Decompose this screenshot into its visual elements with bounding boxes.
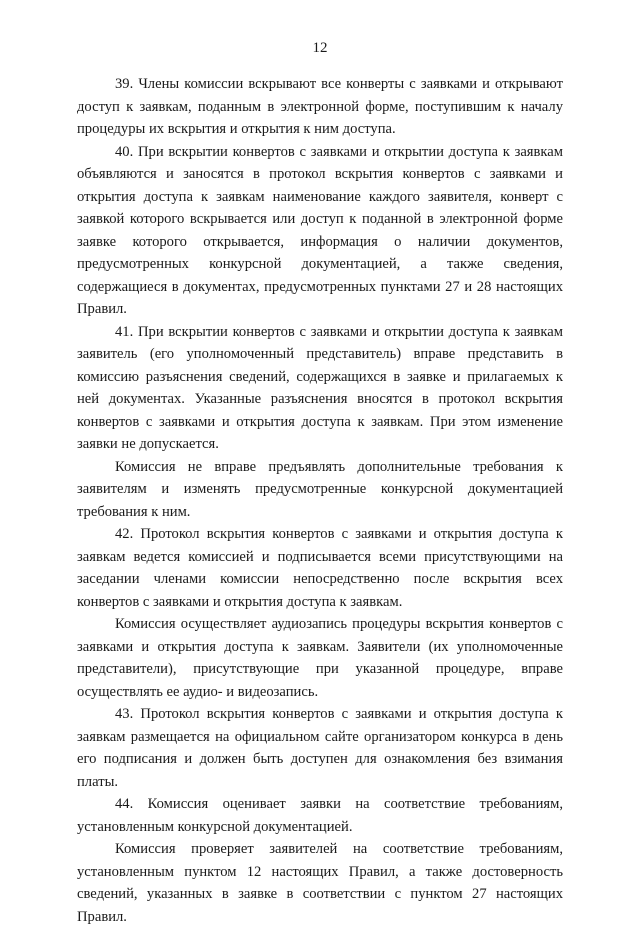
paragraph-44-continuation: Комиссия проверяет заявителей на соответствие требованиям, установленным пунктом 12 настоящих Правил, а также достоверность сведений, указанных в заявке в соответствии с пунктом 27 настоящих Правил.: [77, 841, 563, 925]
paragraph-40: 40. При вскрытии конвертов с заявками и открытии доступа к заявкам объявляются и заносятся в протокол вскрытия конвертов с заявками и открытия доступа к заявкам наименование каждого заявителя, конверт с заявкой которого вскрывается или доступ к поданной в электронной форме заявке которого открывается, информация о наличии документов, предусмотренных конкурсной документацией, а также сведения, содержащиеся в документах, предусмотренных пунктами 27 и 28 настоящих Правил.: [77, 143, 563, 317]
paragraph-44: 44. Комиссия оценивает заявки на соответствие требованиям, установленным конкурсной документацией.: [77, 796, 563, 835]
page-number: 12: [312, 40, 328, 56]
paragraph-42: 42. Протокол вскрытия конвертов с заявками и открытия доступа к заявкам ведется комиссией и подписывается всеми присутствующими на заседании членами комиссии непосредственно после вскрытия всех конвертов с заявками и открытия доступа к заявкам.: [77, 526, 563, 610]
document-body: [77, 73, 563, 928]
paragraph-41-continuation: Комиссия не вправе предъявлять дополнительные требования к заявителям и изменять предусмотренные конкурсной документацией требования к ним.: [77, 458, 563, 520]
paragraph-42-continuation: Комиссия осуществляет аудиозапись процедуры вскрытия конвертов с заявками и открытия доступа к заявкам. Заявители (их уполномоченные представители), присутствующие при указанной процедуре, вправе осуществлять ее аудио- и видеозапись.: [77, 616, 563, 700]
paragraph-43: 43. Протокол вскрытия конвертов с заявками и открытия доступа к заявкам размещается на официальном сайте организатором конкурса в день его подписания и должен быть доступен для ознакомления без взимания платы.: [77, 706, 563, 790]
paragraph-41: 41. При вскрытии конвертов с заявками и открытии доступа к заявкам заявитель (его уполномоченный представитель) вправе представить в комиссию разъяснения сведений, содержащихся в заявке и прилагаемых к ней документах. Указанные разъяснения вносятся в протокол вскрытия конвертов с заявками и открытия доступа к заявкам. При этом изменение заявки не допускается.: [77, 323, 563, 452]
paragraph-39: 39. Члены комиссии вскрывают все конверты с заявками и открывают доступ к заявкам, поданным в электронной форме, поступившим к началу процедуры их вскрытия и открытия к ним доступа.: [77, 76, 563, 137]
